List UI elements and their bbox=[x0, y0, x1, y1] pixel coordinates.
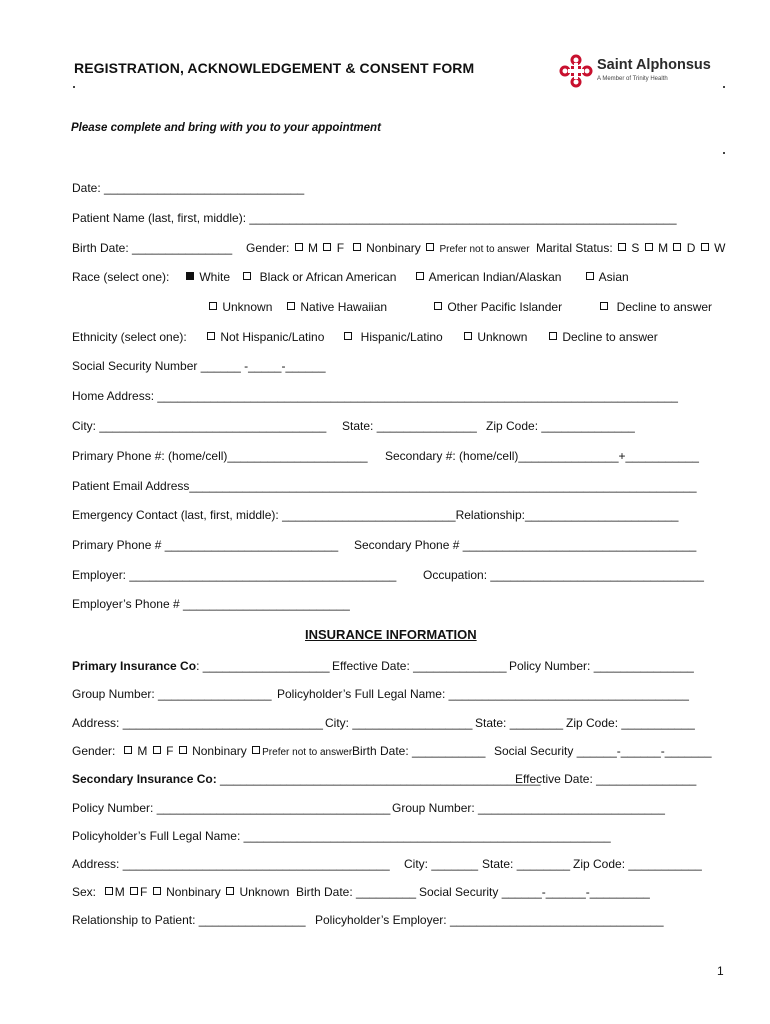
primary-phone-field[interactable]: Primary Phone #: (home/cell)_____________________ bbox=[72, 449, 368, 463]
secondary-insurance-label: Secondary Insurance Co: bbox=[72, 772, 217, 786]
decorative-dot bbox=[73, 86, 75, 88]
primary-state-field[interactable]: State: ________ bbox=[475, 716, 564, 730]
marital-w-checkbox[interactable] bbox=[701, 243, 709, 251]
primary-insurance-label: Primary Insurance Co bbox=[72, 659, 197, 673]
page-number: 1 bbox=[717, 964, 724, 978]
eth-unknown-option[interactable] bbox=[462, 330, 527, 344]
secondary-group-number-field[interactable]: Group Number: ____________________________ bbox=[392, 801, 665, 815]
eth-not-hispanic-option[interactable] bbox=[205, 330, 324, 344]
gender-m-label: M bbox=[308, 241, 319, 255]
secondary-sex-f-label: F bbox=[140, 885, 148, 899]
secondary-sex-f-checkbox[interactable] bbox=[130, 887, 138, 895]
ethnicity-label: Ethnicity (select one): bbox=[72, 330, 187, 344]
patient-name-field[interactable]: Patient Name (last, first, middle): ________________________________________________________________ bbox=[72, 211, 677, 225]
race-pacific-option[interactable] bbox=[432, 300, 562, 314]
race-asian-option[interactable] bbox=[584, 270, 629, 284]
eth-hispanic-checkbox[interactable] bbox=[344, 332, 352, 340]
race-pacific-label: Other Pacific Islander bbox=[447, 300, 563, 314]
gender-f-checkbox[interactable] bbox=[323, 243, 331, 251]
instructions: Please complete and bring with you to your appointment bbox=[71, 122, 381, 134]
secondary-policy-number-field[interactable]: Policy Number: ___________________________________ bbox=[72, 801, 391, 815]
decorative-dot bbox=[723, 152, 725, 154]
gender-label: Gender: bbox=[246, 241, 290, 255]
eth-hispanic-option[interactable] bbox=[342, 330, 443, 344]
primary-gender-prefer-label: Prefer not to answer bbox=[262, 747, 353, 758]
race-american-indian-option[interactable] bbox=[414, 270, 561, 284]
race-white-option[interactable] bbox=[184, 270, 230, 284]
race-decline-checkbox[interactable] bbox=[600, 302, 608, 310]
state-field[interactable]: State: _______________ bbox=[342, 419, 477, 433]
race-hawaiian-checkbox[interactable] bbox=[287, 302, 295, 310]
race-black-option[interactable] bbox=[241, 270, 396, 284]
secondary-effective-date-field[interactable]: Effective Date: _______________ bbox=[515, 772, 697, 786]
emergency-secondary-phone-field[interactable]: Secondary Phone # ___________________________________ bbox=[354, 538, 697, 552]
policyholder-employer-field[interactable]: Policyholder’s Employer: ________________________________ bbox=[315, 913, 664, 927]
primary-insurance-row bbox=[72, 659, 330, 673]
primary-group-number-field[interactable]: Group Number: _________________ bbox=[72, 687, 272, 701]
race-hawaiian-option[interactable] bbox=[285, 300, 387, 314]
email-field[interactable]: Patient Email Address____________________________________________________________________________ bbox=[72, 479, 697, 493]
form-title: REGISTRATION, ACKNOWLEDGEMENT & CONSENT FORM bbox=[74, 60, 475, 76]
marital-group bbox=[536, 241, 725, 255]
marital-d-label: D bbox=[686, 241, 696, 255]
insurance-heading: INSURANCE INFORMATION bbox=[305, 627, 477, 642]
marital-m-checkbox[interactable] bbox=[645, 243, 653, 251]
race-american-indian-label: American Indian/Alaskan bbox=[428, 270, 562, 284]
gender-m-checkbox[interactable] bbox=[295, 243, 303, 251]
zip-field[interactable]: Zip Code: ______________ bbox=[486, 419, 635, 433]
secondary-sex-unknown-label: Unknown bbox=[239, 885, 290, 899]
race-unknown-label: Unknown bbox=[222, 300, 273, 314]
primary-gender-m-checkbox[interactable] bbox=[124, 746, 132, 754]
eth-decline-label: Decline to answer bbox=[562, 330, 658, 344]
secondary-social-security-field[interactable]: Social Security ______-______-_________ bbox=[419, 885, 650, 899]
secondary-sex-m-label: M bbox=[114, 885, 125, 899]
race-black-checkbox[interactable] bbox=[243, 272, 251, 280]
eth-not-hispanic-checkbox[interactable] bbox=[207, 332, 215, 340]
logo-name: Saint Alphonsus bbox=[597, 57, 711, 73]
gender-group bbox=[246, 241, 530, 257]
race-label: Race (select one): bbox=[72, 270, 170, 284]
race-black-label: Black or African American bbox=[259, 270, 397, 284]
secondary-sex-nonbinary-label: Nonbinary bbox=[166, 885, 221, 899]
secondary-zip-field[interactable]: Zip Code: ___________ bbox=[573, 857, 702, 871]
secondary-state-field[interactable]: State: ________ bbox=[482, 857, 571, 871]
primary-insurance-field[interactable]: : ___________________ bbox=[196, 659, 330, 673]
emergency-primary-phone-field[interactable]: Primary Phone # __________________________ bbox=[72, 538, 339, 552]
emergency-contact-field[interactable]: Emergency Contact (last, first, middle): __________________________Relationship:_______________________ bbox=[72, 508, 679, 522]
race-unknown-option[interactable] bbox=[207, 300, 272, 314]
eth-unknown-checkbox[interactable] bbox=[464, 332, 472, 340]
marital-s-label: S bbox=[631, 241, 640, 255]
primary-address-field[interactable]: Address: ______________________________ bbox=[72, 716, 323, 730]
primary-gender-group bbox=[72, 744, 352, 760]
eth-unknown-label: Unknown bbox=[477, 330, 528, 344]
eth-decline-option[interactable] bbox=[547, 330, 658, 344]
primary-zip-field[interactable]: Zip Code: ___________ bbox=[566, 716, 695, 730]
secondary-sex-group bbox=[72, 885, 289, 899]
gender-nonbinary-checkbox[interactable] bbox=[353, 243, 361, 251]
race-unknown-checkbox[interactable] bbox=[209, 302, 217, 310]
secondary-sex-m-checkbox[interactable] bbox=[105, 887, 113, 895]
primary-effective-date-field[interactable]: Effective Date: ______________ bbox=[332, 659, 507, 673]
primary-gender-f-checkbox[interactable] bbox=[153, 746, 161, 754]
eth-not-hispanic-label: Not Hispanic/Latino bbox=[220, 330, 325, 344]
city-field[interactable]: City: __________________________________ bbox=[72, 419, 327, 433]
secondary-phone-field[interactable]: Secondary #: (home/cell)_______________+___________ bbox=[385, 449, 699, 463]
gender-f-label: F bbox=[336, 241, 345, 255]
race-hawaiian-label: Native Hawaiian bbox=[300, 300, 388, 314]
primary-city-field[interactable]: City: __________________ bbox=[325, 716, 473, 730]
primary-birth-date-field[interactable]: Birth Date: ___________ bbox=[352, 744, 486, 758]
race-asian-checkbox[interactable] bbox=[586, 272, 594, 280]
employer-field[interactable]: Employer: ________________________________________ bbox=[72, 568, 397, 582]
race-white-checkbox[interactable] bbox=[186, 272, 194, 280]
gender-prefer-checkbox[interactable] bbox=[426, 243, 434, 251]
primary-policy-number-field[interactable]: Policy Number: _______________ bbox=[509, 659, 694, 673]
date-field[interactable]: Date: ______________________________ bbox=[72, 181, 305, 195]
marital-label: Marital Status: bbox=[536, 241, 613, 255]
race-white-label: White bbox=[199, 270, 231, 284]
ssn-field[interactable]: Social Security Number ______ -_____-______ bbox=[72, 359, 326, 373]
relationship-to-patient-field[interactable]: Relationship to Patient: ________________ bbox=[72, 913, 306, 927]
primary-gender-label: Gender: bbox=[72, 744, 116, 758]
race-decline-option[interactable] bbox=[598, 300, 712, 314]
secondary-sex-unknown-checkbox[interactable] bbox=[226, 887, 234, 895]
secondary-sex-nonbinary-checkbox[interactable] bbox=[153, 887, 161, 895]
home-address-field[interactable]: Home Address: ______________________________________________________________________________ bbox=[72, 389, 678, 403]
secondary-sex-label: Sex: bbox=[72, 885, 97, 899]
race-pacific-checkbox[interactable] bbox=[434, 302, 442, 310]
race-decline-label: Decline to answer bbox=[616, 300, 713, 314]
primary-gender-prefer-checkbox[interactable] bbox=[252, 746, 260, 754]
gender-nonbinary-label: Nonbinary bbox=[366, 241, 421, 255]
primary-gender-nonbinary-checkbox[interactable] bbox=[179, 746, 187, 754]
primary-social-security-field[interactable]: Social Security ______-______-_______ bbox=[494, 744, 712, 758]
secondary-city-field[interactable]: City: _______ bbox=[404, 857, 479, 871]
birth-date-field[interactable]: Birth Date: _______________ bbox=[72, 241, 233, 255]
secondary-policyholder-name-field[interactable]: Policyholder’s Full Legal Name: _______________________________________________________ bbox=[72, 829, 611, 843]
primary-gender-f-label: F bbox=[166, 744, 174, 758]
marital-m-label: M bbox=[658, 241, 669, 255]
hospital-logo bbox=[559, 54, 729, 90]
marital-s-checkbox[interactable] bbox=[618, 243, 626, 251]
secondary-birth-date-field[interactable]: Birth Date: _________ bbox=[296, 885, 417, 899]
employer-phone-field[interactable]: Employer’s Phone # _________________________ bbox=[72, 597, 350, 611]
secondary-insurance-field[interactable]: ________________________________________________ bbox=[216, 772, 541, 786]
logo-tagline: A Member of Trinity Health bbox=[597, 76, 668, 82]
primary-gender-m-label: M bbox=[137, 744, 148, 758]
race-american-indian-checkbox[interactable] bbox=[416, 272, 424, 280]
primary-gender-nonbinary-label: Nonbinary bbox=[192, 744, 247, 758]
eth-hispanic-label: Hispanic/Latino bbox=[360, 330, 443, 344]
marital-w-label: W bbox=[714, 241, 726, 255]
primary-policyholder-name-field[interactable]: Policyholder’s Full Legal Name: ____________________________________ bbox=[277, 687, 689, 701]
marital-d-checkbox[interactable] bbox=[673, 243, 681, 251]
eth-decline-checkbox[interactable] bbox=[549, 332, 557, 340]
race-asian-label: Asian bbox=[598, 270, 629, 284]
cross-logo-icon bbox=[559, 54, 593, 88]
secondary-address-field[interactable]: Address: ________________________________________ bbox=[72, 857, 390, 871]
occupation-field[interactable]: Occupation: ________________________________ bbox=[423, 568, 704, 582]
gender-prefer-label: Prefer not to answer bbox=[439, 244, 530, 255]
secondary-insurance-row bbox=[72, 772, 540, 786]
